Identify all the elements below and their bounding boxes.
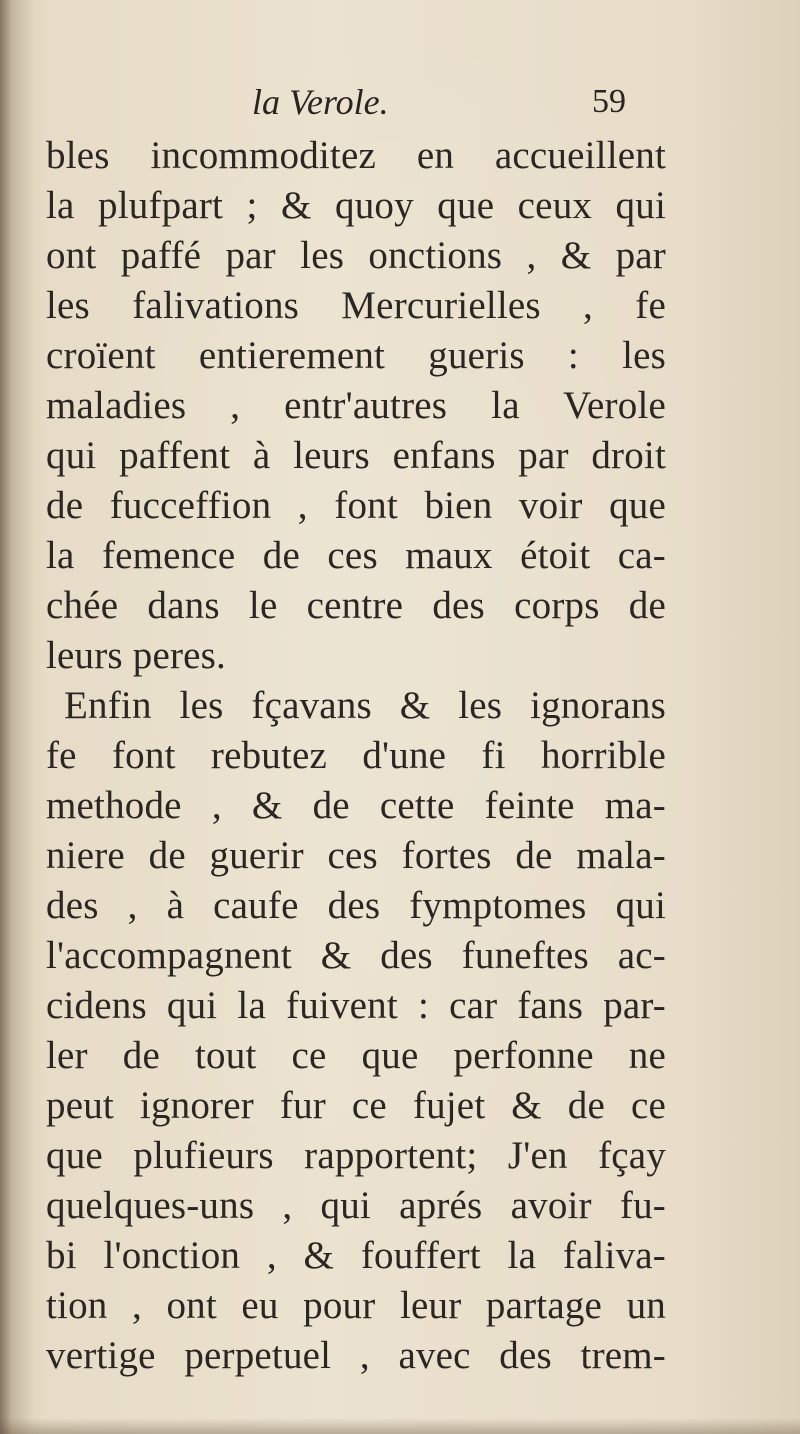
text-line: ler de tout ce que perfonne ne — [46, 1034, 666, 1077]
text-line: ont paffé par les onctions , & par — [46, 234, 666, 277]
text-line: tion , ont eu pour leur partage un — [46, 1284, 666, 1327]
text-line: leurs peres. — [46, 634, 226, 677]
text-line: niere de guerir ces fortes de mala- — [46, 834, 666, 877]
text-line: les falivations Mercurielles , fe — [46, 284, 666, 327]
page-number: 59 — [592, 83, 626, 120]
page-header — [0, 80, 800, 124]
text-line: quelques-uns , qui aprés avoir fu- — [46, 1184, 666, 1227]
page-bottom-edge — [0, 1418, 800, 1434]
text-line: methode , & de cette feinte ma- — [46, 784, 666, 827]
text-line: chée dans le centre des corps de — [46, 584, 666, 627]
paragraph-start-line: Enfin les fçavans & les ignorans — [64, 684, 666, 727]
text-line: bles incommoditez en accueillent — [46, 134, 666, 177]
text-line: cidens qui la fuivent : car fans par- — [46, 984, 666, 1027]
text-line: la plufpart ; & quoy que ceux qui — [46, 184, 666, 227]
text-line: croïent entierement gueris : les — [46, 334, 666, 377]
text-line: la femence de ces maux étoit ca- — [46, 534, 666, 577]
text-line: de fucceffion , font bien voir que — [46, 484, 666, 527]
text-line: bi l'onction , & fouffert la faliva- — [46, 1234, 666, 1277]
body-text — [46, 131, 666, 1381]
text-line: qui paffent à leurs enfans par droit — [46, 434, 666, 477]
text-line: des , à caufe des fymptomes qui — [46, 884, 666, 927]
text-line: peut ignorer fur ce fujet & de ce — [46, 1084, 666, 1127]
text-line: que plufieurs rapportent; J'en fçay — [46, 1134, 666, 1177]
text-line: fe font rebutez d'une fi horrible — [46, 734, 666, 777]
text-line: maladies , entr'autres la Verole — [46, 384, 666, 427]
text-line: vertige perpetuel , avec des trem- — [46, 1334, 666, 1377]
text-line: l'accompagnent & des funeftes ac- — [46, 934, 666, 977]
binding-gutter — [0, 0, 34, 1434]
running-head: la Verole. — [252, 82, 389, 122]
